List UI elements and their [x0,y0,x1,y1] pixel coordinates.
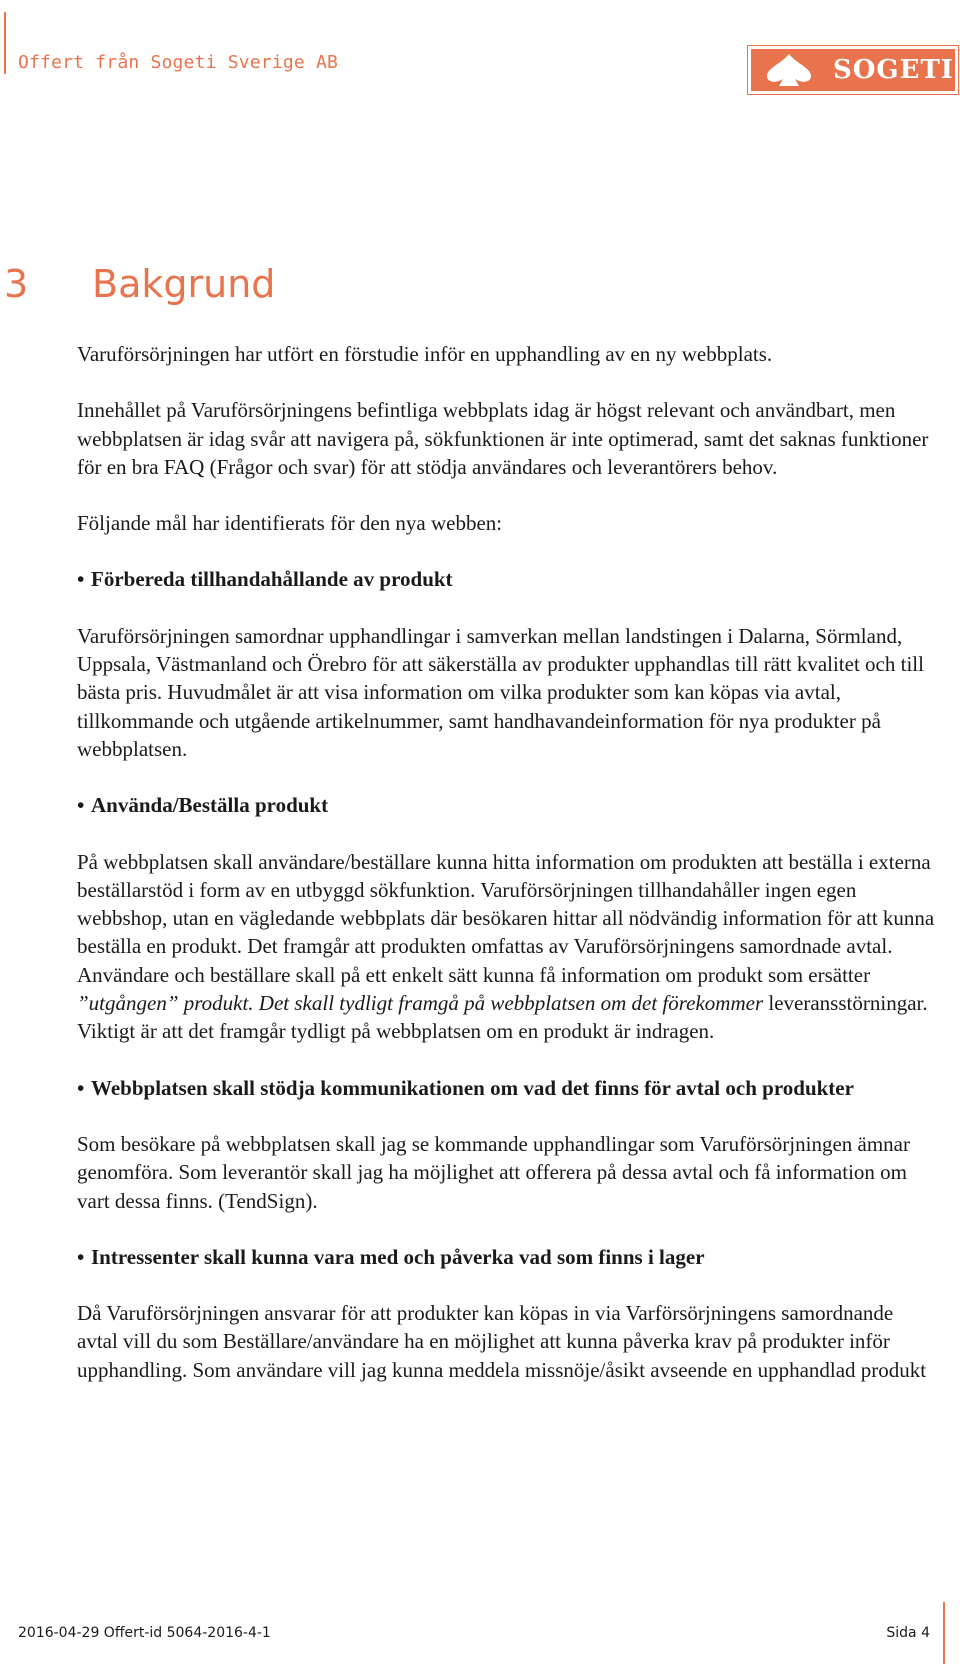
paragraph-goal-1: Varuförsörjningen samordnar upphandlingar i samverkan mellan landstingen i Dalarna, Sörmland, Uppsala, Västmanland och Örebro för att säkerställa av produkter upphandlas till rätt kvalitet och till bästa pris. Huvudmålet är att visa information om vilka produkter som kan köpas via avtal, tillkommande och utgående artikelnummer, samt handhavandeinformation för nya produkter på webbplatsen. [77,623,924,761]
bullet-goal-2: • Använda/Beställa produkt [77,793,329,818]
sogeti-logo [748,46,958,94]
spade-icon [757,50,821,90]
section-number: 3 [4,262,29,306]
bullet-goal-1: • Förbereda tillhandahållande av produkt [77,567,453,592]
paragraph-current-site: Innehållet på Varuförsörjningens befintliga webbplats idag är högst relevant och användbart, men webbplatsen är idag svår att navigera på, sökfunktionen är inte optimerad, samt det saknas funktioner för en bra FAQ (Frågor och svar) för att stödja användares och leverantörers behov. [77,398,929,479]
header-accent-bar [4,12,6,74]
paragraph-goal-4: Då Varuförsörjningen ansvarar för att produkter kan köpas in via Varförsörjningens samordnande avtal vill du som Beställare/användare ha en möjlighet att kunna påverka krav på produkter inför upphandling. Som användare vill jag kunna meddela missnöje/åsikt avseende en upphandlad produkt [77,1301,927,1382]
footer-page-number: Sida 4 [886,1625,930,1641]
footer-offer-id: 2016-04-29 Offert-id 5064-2016-4-1 [18,1625,271,1641]
section-heading [4,262,275,306]
paragraph-goals-intro: Följande mål har identifierats för den nya webben: [77,511,503,536]
paragraph-goal-2: På webbplatsen skall användare/beställare kunna hitta information om produkten att beställa i externa beställarstöd i form av en utbyggd sökfunktion. Varuförsörjningen tillhandahåller ingen egen webbshop, utan en vägledande webbplats där besökaren hittar all nödvändig information för att kunna beställa en produkt. Det framgår att produkten omfattas av Varuförsörjningens samordnade avtal. Användare och beställare skall på ett enkelt sätt kunna få information om produkt som ersätter ”utgången” produkt. Det skall tydligt framgå på webbplatsen om det förekommer leveransstörningar. Viktigt är att det framgår tydligt på webbplatsen om en produkt är indragen. [77,849,935,1044]
paragraph-intro: Varuförsörjningen har utfört en förstudie inför en upphandling av en ny webbplats. [77,342,773,366]
footer-accent-bar [943,1602,945,1664]
section-title: Bakgrund [92,262,276,306]
logo-text: SOGETI [833,55,954,85]
header-title: Offert från Sogeti Sverige AB [18,52,339,73]
document-body [77,340,937,1384]
page-header [0,0,960,100]
bullet-goal-4: • Intressenter skall kunna vara med och påverka vad som finns i lager [77,1244,705,1269]
page-footer [0,1600,960,1667]
bullet-goal-3: • Webbplatsen skall stödja kommunikationen om vad det finns för avtal och produkter [77,1075,854,1100]
paragraph-goal-3: Som besökare på webbplatsen skall jag se kommande upphandlingar som Varuförsörjningen ämnar genomföra. Som leverantör skall jag ha möjlighet att offerera på dessa avtal och få information om vart dessa finns. (TendSign). [77,1131,910,1213]
